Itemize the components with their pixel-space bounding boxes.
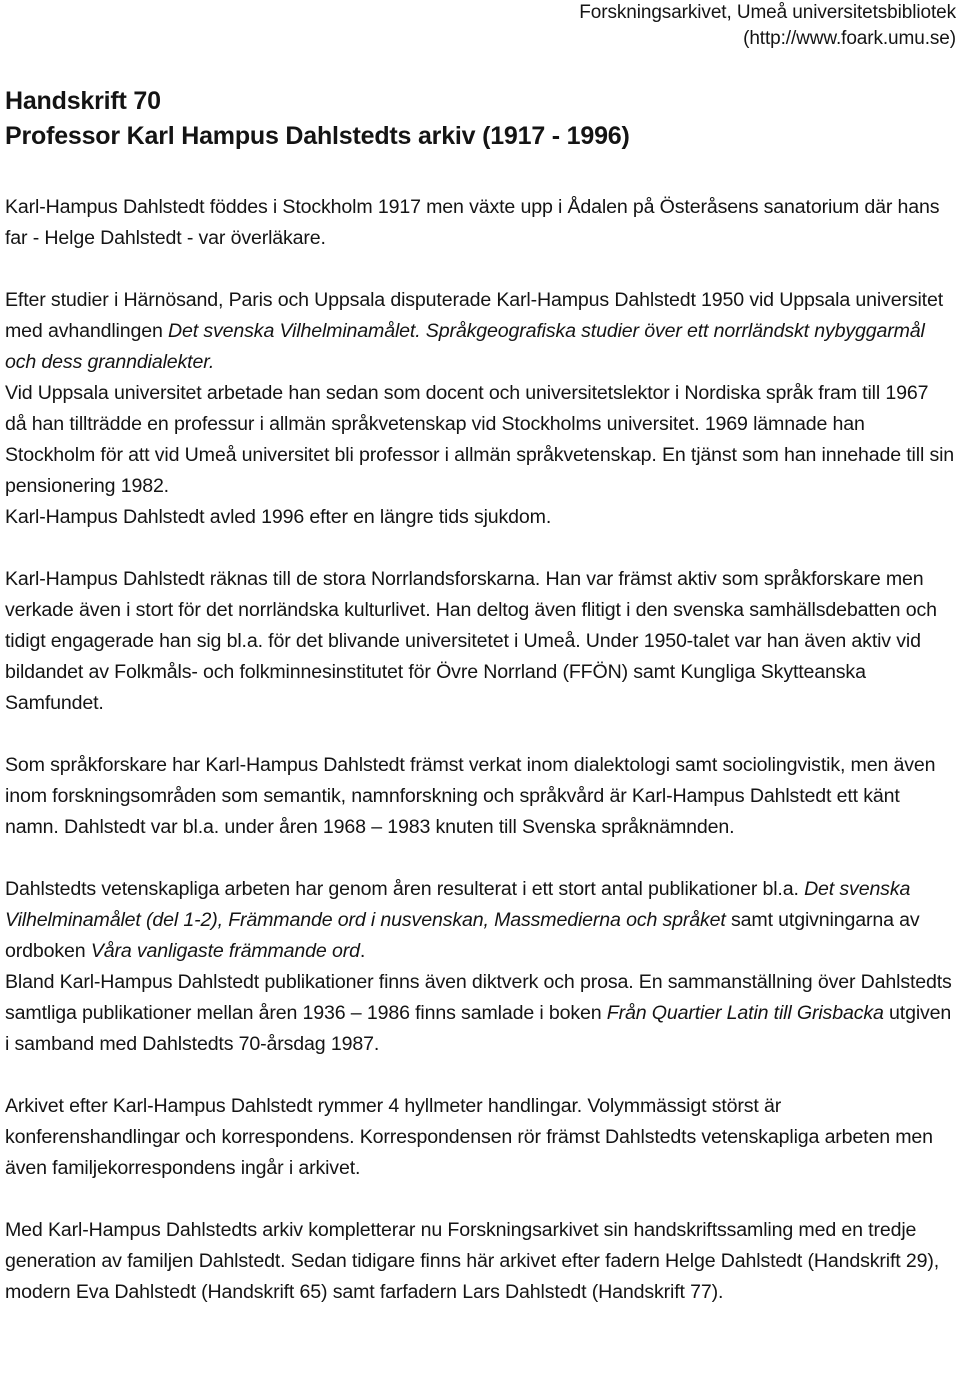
paragraph-studies — [5, 285, 955, 378]
paragraph-research: Som språkforskare har Karl-Hampus Dahlstedt främst verkat inom dialektologi samt sociolingvistik, men även inom forskningsområden som semantik, namnforskning och språkvård är Karl-Hampus Dahlstedt ett känt namn. Dahlstedt var bl.a. under åren 1968 – 1983 knuten till Svenska språknämnden. — [5, 754, 936, 838]
paragraph-death: Karl-Hampus Dahlstedt avled 1996 efter en längre tids sjukdom. — [5, 506, 552, 528]
prose-text-1: Bland Karl-Hampus Dahlstedt publikationer finns även diktverk och prosa. En sammanställning över Dahlstedts samtliga publikationer mellan åren 1936 – 1986 finns samlade i boken — [5, 971, 952, 1024]
title-line-1: Handskrift 70 — [5, 87, 161, 115]
title-line-2: Professor Karl Hampus Dahlstedts arkiv (1917 - 1996) — [5, 122, 630, 150]
publications-text-1: Dahlstedts vetenskapliga arbeten har genom åren resulterat i ett stort antal publikationer bl.a. — [5, 878, 805, 900]
document-body — [5, 192, 955, 1308]
paragraph-studies-text: Efter studier i Härnösand, Paris och Uppsala disputerade Karl-Hampus Dahlstedt 1950 vid Uppsala universitet med avhandlingen — [5, 289, 944, 342]
paragraph-career: Vid Uppsala universitet arbetade han sedan som docent och universitetslektor i Nordiska språk fram till 1967 då han tillträdde en professur i allmän språkvetenskap vid Stockholms universitet. 1969 lämnade han Stockholm för att vid Umeå universitet bli professor i allmän språkvetenskap. En tjänst som han innehade till sin pensionering 1982. — [5, 382, 955, 497]
dictionary-title: Våra vanligaste främmande ord — [90, 940, 360, 962]
paragraph-publications — [5, 874, 955, 967]
paragraph-archive: Arkivet efter Karl-Hampus Dahlstedt rymmer 4 hyllmeter handlingar. Volymmässigt störst är konferenshandlingar och korrespondens. Korrespondensen rör främst Dahlstedts vetenskapliga arbeten men även familjekorrespondens ingår i arkivet. — [5, 1095, 933, 1179]
paragraph-birth: Karl-Hampus Dahlstedt föddes i Stockholm 1917 men växte upp i Ådalen på Österåsens sanatorium där hans far - Helge Dahlstedt - var överläkare. — [5, 196, 940, 249]
source-header — [579, 0, 956, 52]
thesis-title: Det svenska Vilhelminamålet. Språkgeografiska studier över ett norrländskt nybyggarmål och dess granndialekter. — [5, 320, 925, 373]
publications-text-3: . — [359, 940, 366, 962]
paragraph-norrland: Karl-Hampus Dahlstedt räknas till de stora Norrlandsforskarna. Han var främst aktiv som språkforskare men verkade även i stort för det norrländska kulturlivet. Han deltog även flitigt i den svenska samhällsdebatten och tidigt engagerade han sig bl.a. för det blivande universitetet i Umeå. Under 1950-talet var han även aktiv vid bildandet av Folkmåls- och folkminnesinstitutet för Övre Norrland (FFÖN) samt Kungliga Skytteanska Samfundet. — [5, 568, 937, 714]
paragraph-family: Med Karl-Hampus Dahlstedts arkiv kompletterar nu Forskningsarkivet sin handskriftssamling med en tredje generation av familjen Dahlstedt. Sedan tidigare finns här arkivet efter fadern Helge Dahlstedt (Handskrift 29), modern Eva Dahlstedt (Handskrift 65) samt farfadern Lars Dahlstedt (Handskrift 77). — [5, 1219, 940, 1303]
source-url: (http://www.foark.umu.se) — [743, 28, 956, 49]
prose-text-2: utgiven i samband med Dahlstedts 70-årsdag 1987. — [5, 1002, 952, 1055]
document-title — [5, 84, 630, 154]
book-title: Från Quartier Latin till Grisbacka — [606, 1002, 884, 1024]
publications-text-2: samt utgivningarna av ordboken — [5, 909, 920, 962]
source-institution: Forskningsarkivet, Umeå universitetsbibliotek — [579, 2, 956, 23]
publications-titles: Det svenska Vilhelminamålet (del 1-2), Främmande ord i nusvenskan, Massmedierna och språket — [5, 878, 911, 931]
paragraph-prose — [5, 967, 955, 1060]
